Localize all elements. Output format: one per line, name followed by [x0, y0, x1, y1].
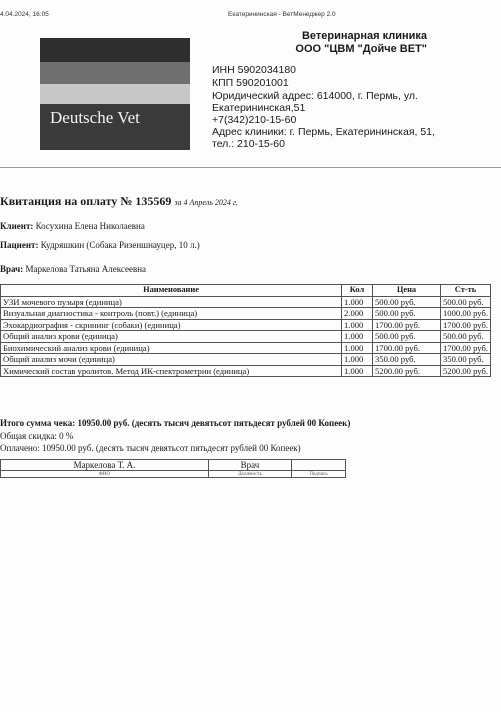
header-divider	[0, 167, 501, 168]
service-cost: 5200.00 руб.	[441, 365, 491, 377]
service-price: 1700.00 руб.	[373, 319, 441, 331]
total-discount: Общая скидка: 0 %	[0, 431, 74, 441]
service-cost: 500.00 руб.	[441, 296, 491, 308]
clinic-address-2: тел.: 210-15-60	[212, 138, 285, 150]
patient-line	[0, 240, 200, 250]
service-qty: 1.000	[342, 342, 373, 354]
patient-value: Кудряшкин (Собака Ризеншнауцер, 10 л.)	[40, 240, 200, 250]
service-qty: 1.000	[342, 319, 373, 331]
service-qty: 1.000	[342, 365, 373, 377]
table-row	[1, 319, 491, 331]
service-cost: 500.00 руб.	[441, 331, 491, 343]
service-qty: 1.000	[342, 331, 373, 343]
signature-caption-row	[1, 471, 346, 478]
service-qty: 2.000	[342, 308, 373, 320]
signer-signature	[292, 460, 346, 471]
service-name: Общий анализ крови (единица)	[1, 331, 342, 343]
header-price: Цена	[373, 285, 441, 297]
service-price: 500.00 руб.	[373, 308, 441, 320]
signature-row	[1, 460, 346, 471]
receipt-number: Квитанция на оплату № 135569	[0, 194, 172, 208]
total-sum: Итого сумма чека: 10950.00 руб. (десять тысяч девятьсот пятьдесят рублей 00 Копеек)	[0, 418, 351, 428]
service-qty: 1.000	[342, 354, 373, 366]
clinic-type: Ветеринарная клиника	[301, 30, 427, 42]
clinic-phone: +7(342)210-15-60	[212, 114, 297, 126]
service-name: Химический состав уролитов. Метод ИК-спектрометрии (единица)	[1, 365, 342, 377]
service-name: Общий анализ мочи (единица)	[1, 354, 342, 366]
table-row	[1, 342, 491, 354]
doctor-value: Маркелова Татьяна Алексеевна	[25, 264, 147, 274]
caption-fio: ФИО	[1, 471, 209, 478]
service-price: 500.00 руб.	[373, 331, 441, 343]
clinic-kpp: КПП 590201001	[212, 77, 289, 89]
table-row	[1, 296, 491, 308]
client-line	[0, 221, 145, 231]
logo-text: Deutsche Vet	[50, 108, 140, 127]
service-name: Биохимический анализ крови (единица)	[1, 342, 342, 354]
service-name: Визуальная диагностика - контроль (повт.) (единица)	[1, 308, 342, 320]
total-paid: Оплачено: 10950.00 руб. (десять тысяч девятьсот пятьдесят рублей 00 Копеек)	[0, 443, 301, 453]
service-cost: 1700.00 руб.	[441, 319, 491, 331]
clinic-legal-address-2: Екатерининская,51	[212, 102, 306, 114]
table-row	[1, 331, 491, 343]
table-row	[1, 308, 491, 320]
receipt-title	[0, 194, 238, 209]
receipt-date: за 4 Апрель 2024 г.	[174, 198, 238, 207]
service-price: 350.00 руб.	[373, 354, 441, 366]
header-name: Наименование	[1, 285, 342, 297]
service-qty: 1.000	[342, 296, 373, 308]
header-qty: Кол	[342, 285, 373, 297]
client-label: Клиент:	[0, 221, 34, 231]
table-row	[1, 354, 491, 366]
signature-table	[0, 459, 346, 478]
clinic-logo	[40, 38, 190, 150]
caption-position: Должность	[209, 471, 292, 478]
caption-signature: Подпись	[292, 471, 346, 478]
services-table	[0, 284, 491, 377]
service-name: УЗИ мочевого пузыря (единица)	[1, 296, 342, 308]
clinic-address-1: Адрес клиники: г. Пермь, Екатерининская, 51,	[212, 126, 435, 138]
service-price: 5200.00 руб.	[373, 365, 441, 377]
signer-name: Маркелова Т. А.	[1, 460, 209, 471]
service-cost: 1000.00 руб.	[441, 308, 491, 320]
clinic-legal-address-1: Юридический адрес: 614000, г. Пермь, ул.	[212, 90, 418, 102]
service-price: 500.00 руб.	[373, 296, 441, 308]
client-value: Косухина Елена Николаевна	[35, 221, 145, 231]
print-datetime: 4.04.2024, 16:05	[0, 11, 49, 18]
signer-position: Врач	[209, 460, 292, 471]
clinic-name: ООО "ЦВМ "Дойче ВЕТ"	[295, 43, 427, 55]
service-price: 1700.00 руб.	[373, 342, 441, 354]
service-cost: 1700.00 руб.	[441, 342, 491, 354]
patient-label: Пациент:	[0, 240, 39, 250]
doctor-line	[0, 264, 146, 274]
table-row	[1, 365, 491, 377]
header-cost: Ст-ть	[441, 285, 491, 297]
doctor-label: Врач:	[0, 264, 24, 274]
service-cost: 350.00 руб.	[441, 354, 491, 366]
print-app-title: Екатерининская - ВетМенеджер 2.0	[228, 11, 336, 18]
clinic-inn: ИНН 5902034180	[212, 64, 297, 76]
table-header-row	[1, 285, 491, 297]
service-name: Эхокардиография - скрининг (собаки) (единица)	[1, 319, 342, 331]
